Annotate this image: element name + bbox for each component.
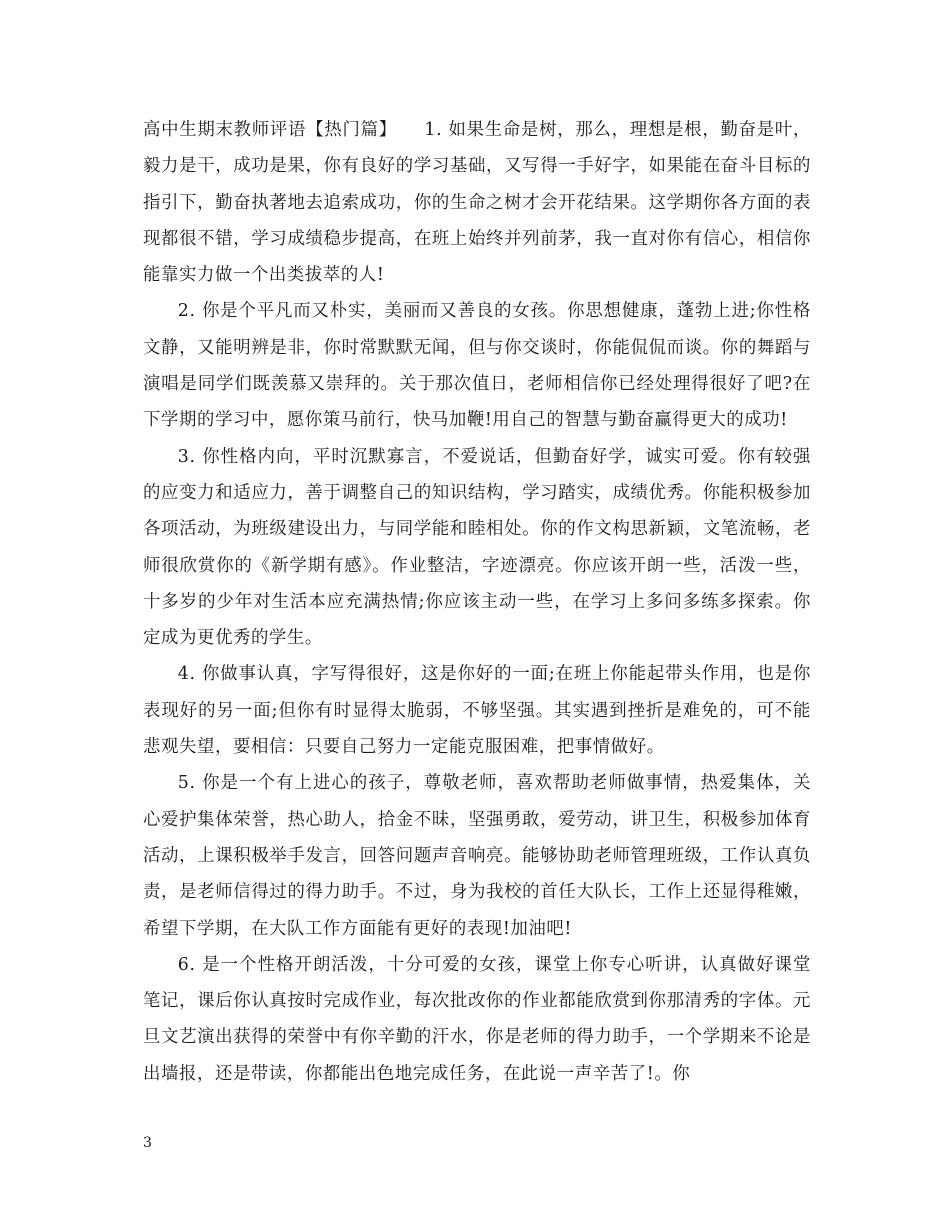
paragraph-comment-6: 6. 是一个性格开朗活泼，十分可爱的女孩，课堂上你专心听讲，认真做好课堂笔记，课后你认真按时完成作业，每次批改你的作业都能欣赏到你那清秀的字体。元旦文艺演出获得的荣誉中有你辛勤的汗水，你是老师的得力助手，一个学期来不论是出墙报，还是带读，你都能出色地完成任务，在此说一声辛苦了!。你 (143, 954, 811, 1084)
paragraph-comment-4: 4. 你做事认真，字写得很好，这是你好的一面;在班上你能起带头作用，也是你表现好的另一面;但你有时显得太脆弱，不够坚强。其实遇到挫折是难免的，可不能悲观失望，要相信：只要自己努力一定能克服困难，把事情做好。 (143, 664, 811, 758)
document-body (143, 112, 811, 1092)
paragraph-comment-2: 2. 你是个平凡而又朴实，美丽而又善良的女孩。你思想健康，蓬勃上进;你性格文静，又能明辨是非，你时常默默无闻，但与你交谈时，你能侃侃而谈。你的舞蹈与演唱是同学们既羡慕又崇拜的。关于那次值日，老师相信你已经处理得很好了吧?在下学期的学习中，愿你策马前行，快马加鞭!用自己的智慧与勤奋赢得更大的成功! (143, 301, 811, 431)
paragraph-title-and-comment-1: 高中生期末教师评语【热门篇】 1. 如果生命是树，那么，理想是根，勤奋是叶，毅力是干，成功是果，你有良好的学习基础，又写得一手好字，如果能在奋斗目标的指引下，勤奋执著地去追索成功，你的生命之树才会开花结果。这学期你各方面的表现都很不错，学习成绩稳步提高，在班上始终并列前茅，我一直对你有信心，相信你能靠实力做一个出类拔萃的人! (143, 120, 811, 286)
paragraph-comment-5: 5. 你是一个有上进心的孩子，尊敬老师，喜欢帮助老师做事情，热爱集体，关心爱护集体荣誉，热心助人，拾金不昧，坚强勇敢，爱劳动，讲卫生，积极参加体育活动，上课积极举手发言，回答问题声音响亮。能够协助老师管理班级，工作认真负责，是老师信得过的得力助手。不过，身为我校的首任大队长，工作上还显得稚嫩，希望下学期，在大队工作方面能有更好的表现!加油吧! (143, 773, 811, 939)
paragraph-comment-3: 3. 你性格内向，平时沉默寡言，不爱说话，但勤奋好学，诚实可爱。你有较强的应变力和适应力，善于调整自己的知识结构，学习踏实，成绩优秀。你能积极参加各项活动，为班级建设出力，与同学能和睦相处。你的作文构思新颖，文笔流畅，老师很欣赏你的《新学期有感》。作业整洁，字迹漂亮。你应该开朗一些，活泼一些，十多岁的少年对生活本应充满热情;你应该主动一些，在学习上多问多练多探索。你定成为更优秀的学生。 (143, 446, 811, 649)
page-number: 3 (143, 1135, 152, 1151)
